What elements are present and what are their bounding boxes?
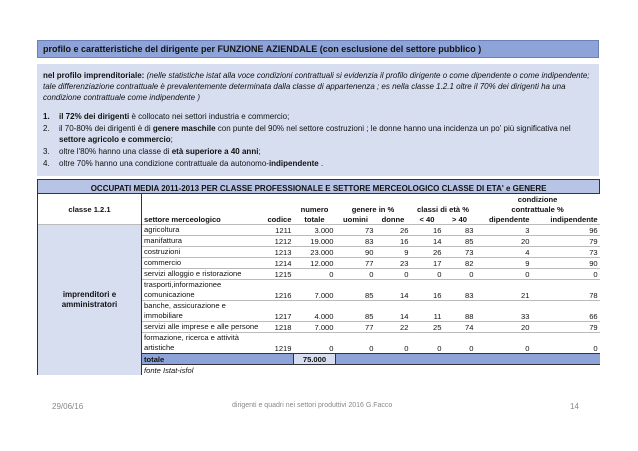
finding-number: 4. bbox=[43, 159, 50, 168]
finding-item bbox=[43, 146, 593, 157]
classe-label: classe 1.2.1 bbox=[38, 194, 142, 225]
finding-bold: genere maschile bbox=[152, 124, 216, 133]
findings-list bbox=[43, 111, 593, 169]
cell-uomini: 85 bbox=[336, 301, 376, 322]
occupati-table bbox=[37, 179, 600, 375]
table-heading: OCCUPATI MEDIA 2011-2013 PER CLASSE PROFESSIONALE E SETTORE MERCEOLOGICO CLASSE DI ETA' e GENERE bbox=[38, 180, 600, 194]
cell-donne: 14 bbox=[376, 280, 411, 301]
cell-donne: 0 bbox=[376, 269, 411, 280]
data-table-wrapper bbox=[37, 179, 599, 375]
cell-uomini: 85 bbox=[336, 280, 376, 301]
finding-number: 2. bbox=[43, 124, 50, 133]
footer-center: dirigenti e quadri nei settori produttivi 2016 G.Facco bbox=[232, 402, 393, 409]
total-label: totale bbox=[142, 354, 264, 365]
cell-indipendente: 79 bbox=[532, 322, 600, 333]
cell-lt40: 26 bbox=[411, 247, 444, 258]
cell-codice: 1215 bbox=[264, 269, 294, 280]
cell-dipendente: 3 bbox=[476, 225, 532, 236]
finding-bold: settore agricolo e commercio bbox=[59, 135, 171, 144]
source-note: fonte Istat-isfol bbox=[144, 366, 194, 375]
cell-uomini: 83 bbox=[336, 236, 376, 247]
cell-gt40: 88 bbox=[444, 301, 476, 322]
cell-settore: costruzioni bbox=[142, 247, 264, 258]
cell-donne: 14 bbox=[376, 301, 411, 322]
cell-codice: 1219 bbox=[264, 333, 294, 354]
finding-text: oltre 70% hanno una condizione contrattuale da autonomo- bbox=[59, 159, 269, 168]
table-row bbox=[38, 225, 600, 236]
finding-bold: età superiore a 40 anni bbox=[171, 147, 259, 156]
cell-gt40: 83 bbox=[444, 280, 476, 301]
footer-page-number: 14 bbox=[570, 402, 579, 411]
cell-totale: 23.000 bbox=[294, 247, 336, 258]
cell-settore: formazione, ricerca e attività artistiche bbox=[142, 333, 264, 354]
finding-item bbox=[43, 123, 593, 145]
cell-codice: 1213 bbox=[264, 247, 294, 258]
column-header: settore merceologico bbox=[144, 215, 221, 224]
cell-codice: 1216 bbox=[264, 280, 294, 301]
cell-donne: 9 bbox=[376, 247, 411, 258]
cell-indipendente: 0 bbox=[532, 269, 600, 280]
cell-indipendente: 90 bbox=[532, 258, 600, 269]
cell-gt40: 83 bbox=[444, 225, 476, 236]
cell-gt40: 73 bbox=[444, 247, 476, 258]
cell-gt40: 82 bbox=[444, 258, 476, 269]
cell-donne: 0 bbox=[376, 333, 411, 354]
finding-text: il 70-80% dei dirigenti è di bbox=[59, 124, 153, 133]
cell-dipendente: 4 bbox=[476, 247, 532, 258]
column-header: donne bbox=[381, 215, 405, 224]
cell-gt40: 0 bbox=[444, 333, 476, 354]
cell-gt40: 74 bbox=[444, 322, 476, 333]
column-header: indipendente bbox=[550, 215, 598, 224]
condizione-header: condizione bbox=[517, 195, 558, 204]
cell-indipendente: 73 bbox=[532, 247, 600, 258]
cell-codice: 1212 bbox=[264, 236, 294, 247]
cell-settore: servizi alloggio e ristorazione bbox=[142, 269, 264, 280]
cell-uomini: 77 bbox=[336, 322, 376, 333]
cell-totale: 7.000 bbox=[294, 280, 336, 301]
slide-title: profilo e caratteristiche del dirigente per FUNZIONE AZIENDALE (con esclusione del settore pubblico ) bbox=[37, 40, 599, 58]
cell-dipendente: 20 bbox=[476, 322, 532, 333]
finding-item bbox=[43, 111, 593, 122]
cell-uomini: 90 bbox=[336, 247, 376, 258]
cell-settore: agricoltura bbox=[142, 225, 264, 236]
finding-text: è collocato nei settori industria e commercio; bbox=[129, 112, 290, 121]
finding-text: . bbox=[318, 159, 324, 168]
cell-uomini: 73 bbox=[336, 225, 376, 236]
column-header: codice bbox=[267, 215, 292, 224]
cell-gt40: 0 bbox=[444, 269, 476, 280]
eta-header: classi di età % bbox=[417, 205, 469, 214]
intro-paragraph bbox=[43, 70, 593, 103]
cell-indipendente: 66 bbox=[532, 301, 600, 322]
finding-text: ; bbox=[170, 135, 173, 144]
intro-box bbox=[37, 64, 599, 176]
cell-totale: 12.000 bbox=[294, 258, 336, 269]
finding-item bbox=[43, 158, 593, 169]
cell-indipendente: 79 bbox=[532, 236, 600, 247]
finding-text: ; bbox=[258, 147, 261, 156]
cell-lt40: 11 bbox=[411, 301, 444, 322]
cell-lt40: 25 bbox=[411, 322, 444, 333]
cell-codice: 1214 bbox=[264, 258, 294, 269]
column-header: > 40 bbox=[452, 215, 467, 224]
cell-totale: 0 bbox=[294, 333, 336, 354]
cell-lt40: 0 bbox=[411, 269, 444, 280]
cell-dipendente: 21 bbox=[476, 280, 532, 301]
cell-settore: trasporti,informazionee comunicazione bbox=[142, 280, 264, 301]
cell-lt40: 16 bbox=[411, 225, 444, 236]
cell-dipendente: 0 bbox=[476, 269, 532, 280]
cell-codice: 1211 bbox=[264, 225, 294, 236]
cell-donne: 16 bbox=[376, 236, 411, 247]
contrattuale-header: contrattuale % bbox=[511, 205, 564, 214]
intro-lead: nel profilo imprenditoriale: bbox=[43, 71, 145, 80]
cell-dipendente: 0 bbox=[476, 333, 532, 354]
cell-indipendente: 78 bbox=[532, 280, 600, 301]
cell-gt40: 85 bbox=[444, 236, 476, 247]
intro-note: (nelle statistiche istat alla voce condizioni contrattuali si evidenzia il profilo dirigente o come dipendente o come indipendente; tale differenziazione contrattuale è prevalentemente determinata dalla classe di appartenenza ; es nella classe 1.2.1 oltre il 70% dei dirigenti ha una condizione contrattuale come indipendente ) bbox=[43, 71, 590, 102]
cell-lt40: 0 bbox=[411, 333, 444, 354]
cell-uomini: 0 bbox=[336, 333, 376, 354]
finding-text: con punte del 90% nel settore costruzioni ; le donne hanno una incidenza un po' più significativa nel bbox=[215, 124, 571, 133]
cell-dipendente: 9 bbox=[476, 258, 532, 269]
total-value: 75.000 bbox=[294, 354, 336, 365]
cell-settore: manifattura bbox=[142, 236, 264, 247]
numero-header: numero bbox=[300, 205, 329, 214]
cell-indipendente: 96 bbox=[532, 225, 600, 236]
cell-settore: servizi alle imprese e alle persone bbox=[142, 322, 264, 333]
cell-lt40: 17 bbox=[411, 258, 444, 269]
row-group-label: imprenditori e amministratori bbox=[38, 225, 142, 376]
cell-settore: commercio bbox=[142, 258, 264, 269]
finding-text: oltre l'80% hanno una classe di bbox=[59, 147, 172, 156]
cell-settore: banche, assicurazione e immobiliare bbox=[142, 301, 264, 322]
column-header: totale bbox=[304, 215, 325, 224]
cell-donne: 26 bbox=[376, 225, 411, 236]
cell-donne: 22 bbox=[376, 322, 411, 333]
cell-codice: 1217 bbox=[264, 301, 294, 322]
cell-totale: 19.000 bbox=[294, 236, 336, 247]
cell-totale: 4.000 bbox=[294, 301, 336, 322]
cell-donne: 23 bbox=[376, 258, 411, 269]
column-header: < 40 bbox=[419, 215, 435, 224]
cell-dipendente: 20 bbox=[476, 236, 532, 247]
cell-lt40: 16 bbox=[411, 280, 444, 301]
finding-bold: indipendente bbox=[268, 159, 319, 168]
cell-uomini: 0 bbox=[336, 269, 376, 280]
genere-header: genere in % bbox=[351, 205, 395, 214]
cell-lt40: 14 bbox=[411, 236, 444, 247]
finding-number: 3. bbox=[43, 147, 50, 156]
cell-uomini: 77 bbox=[336, 258, 376, 269]
cell-totale: 7.000 bbox=[294, 322, 336, 333]
finding-bold: il 72% dei dirigenti bbox=[59, 112, 130, 121]
cell-totale: 3.000 bbox=[294, 225, 336, 236]
cell-dipendente: 33 bbox=[476, 301, 532, 322]
column-header: uomini bbox=[343, 215, 368, 224]
column-header: dipendente bbox=[488, 215, 530, 224]
footer-date: 29/06/16 bbox=[52, 402, 84, 411]
cell-indipendente: 0 bbox=[532, 333, 600, 354]
cell-totale: 0 bbox=[294, 269, 336, 280]
finding-number: 1. bbox=[43, 112, 50, 121]
cell-codice: 1218 bbox=[264, 322, 294, 333]
